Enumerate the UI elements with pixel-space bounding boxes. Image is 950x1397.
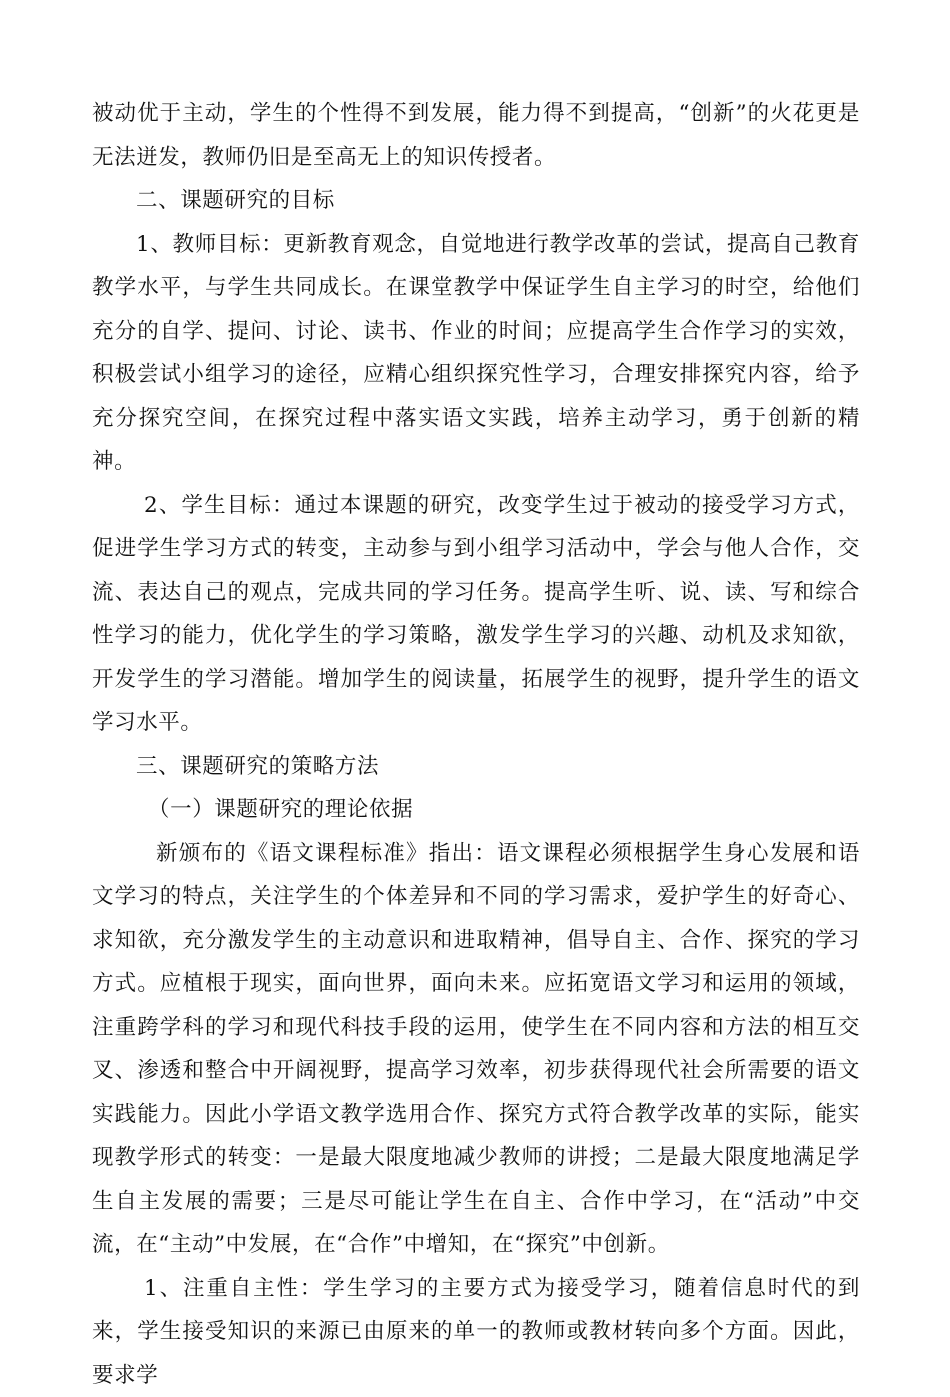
theory-basis-paragraph: 新颁布的《语文课程标准》指出：语文课程必须根据学生身心发展和语文学习的特点，关注学生的个体差异和不同的学习需求，爱护学生的好奇心、求知欲，充分激发学生的主动意识和进取精神，倡导自主、合作、探究的学习方式。应植根于现实，面向世界，面向未来。应拓宽语文学习和运用的领域，注重跨学科的学习和现代科技手段的运用，使学生在不同内容和方法的相互交叉、渗透和整合中开阔视野，提高学习效率，初步获得现代社会所需要的语文实践能力。因此小学语文教学选用合作、探究方式符合教学改革的实际，能实现教学形式的转变：一是最大限度地减少教师的讲授；二是最大限度地满足学生自主发展的需要；三是尽可能让学生在自主、合作中学习，在“活动”中交流，在“主动”中发展，在“合作”中增知，在“探究”中创新。 xyxy=(92,832,860,1267)
continuation-paragraph: 被动优于主动，学生的个性得不到发展，能力得不到提高，“创新”的火花更是无法迸发，教师仍旧是至高无上的知识传授者。 xyxy=(92,92,860,179)
subsection-one-heading: （一）课题研究的理论依据 xyxy=(92,788,860,832)
section-two-heading: 二、课题研究的目标 xyxy=(92,179,860,223)
teacher-goal-paragraph: 1、教师目标：更新教育观念，自觉地进行教学改革的尝试，提高自己教育教学水平，与学生共同成长。在课堂教学中保证学生自主学习的时空，给他们充分的自学、提问、讨论、读书、作业的时间；应提高学生合作学习的实效，积极尝试小组学习的途径，应精心组织探究性学习，合理安排探究内容，给予充分探究空间，在探究过程中落实语文实践，培养主动学习，勇于创新的精神。 xyxy=(92,223,860,484)
student-goal-paragraph: 2、学生目标：通过本课题的研究，改变学生过于被动的接受学习方式，促进学生学习方式的转变，主动参与到小组学习活动中，学会与他人合作，交流、表达自己的观点，完成共同的学习任务。提高学生听、说、读、写和综合性学习的能力，优化学生的学习策略，激发学生学习的兴趣、动机及求知欲，开发学生的学习潜能。增加学生的阅读量，拓展学生的视野，提升学生的语文学习水平。 xyxy=(92,484,860,745)
autonomy-paragraph: 1、注重自主性：学生学习的主要方式为接受学习，随着信息时代的到来，学生接受知识的来源已由原来的单一的教师或教材转向多个方面。因此，要求学 xyxy=(92,1267,860,1397)
section-three-heading: 三、课题研究的策略方法 xyxy=(92,745,860,789)
document-body xyxy=(92,92,860,1397)
